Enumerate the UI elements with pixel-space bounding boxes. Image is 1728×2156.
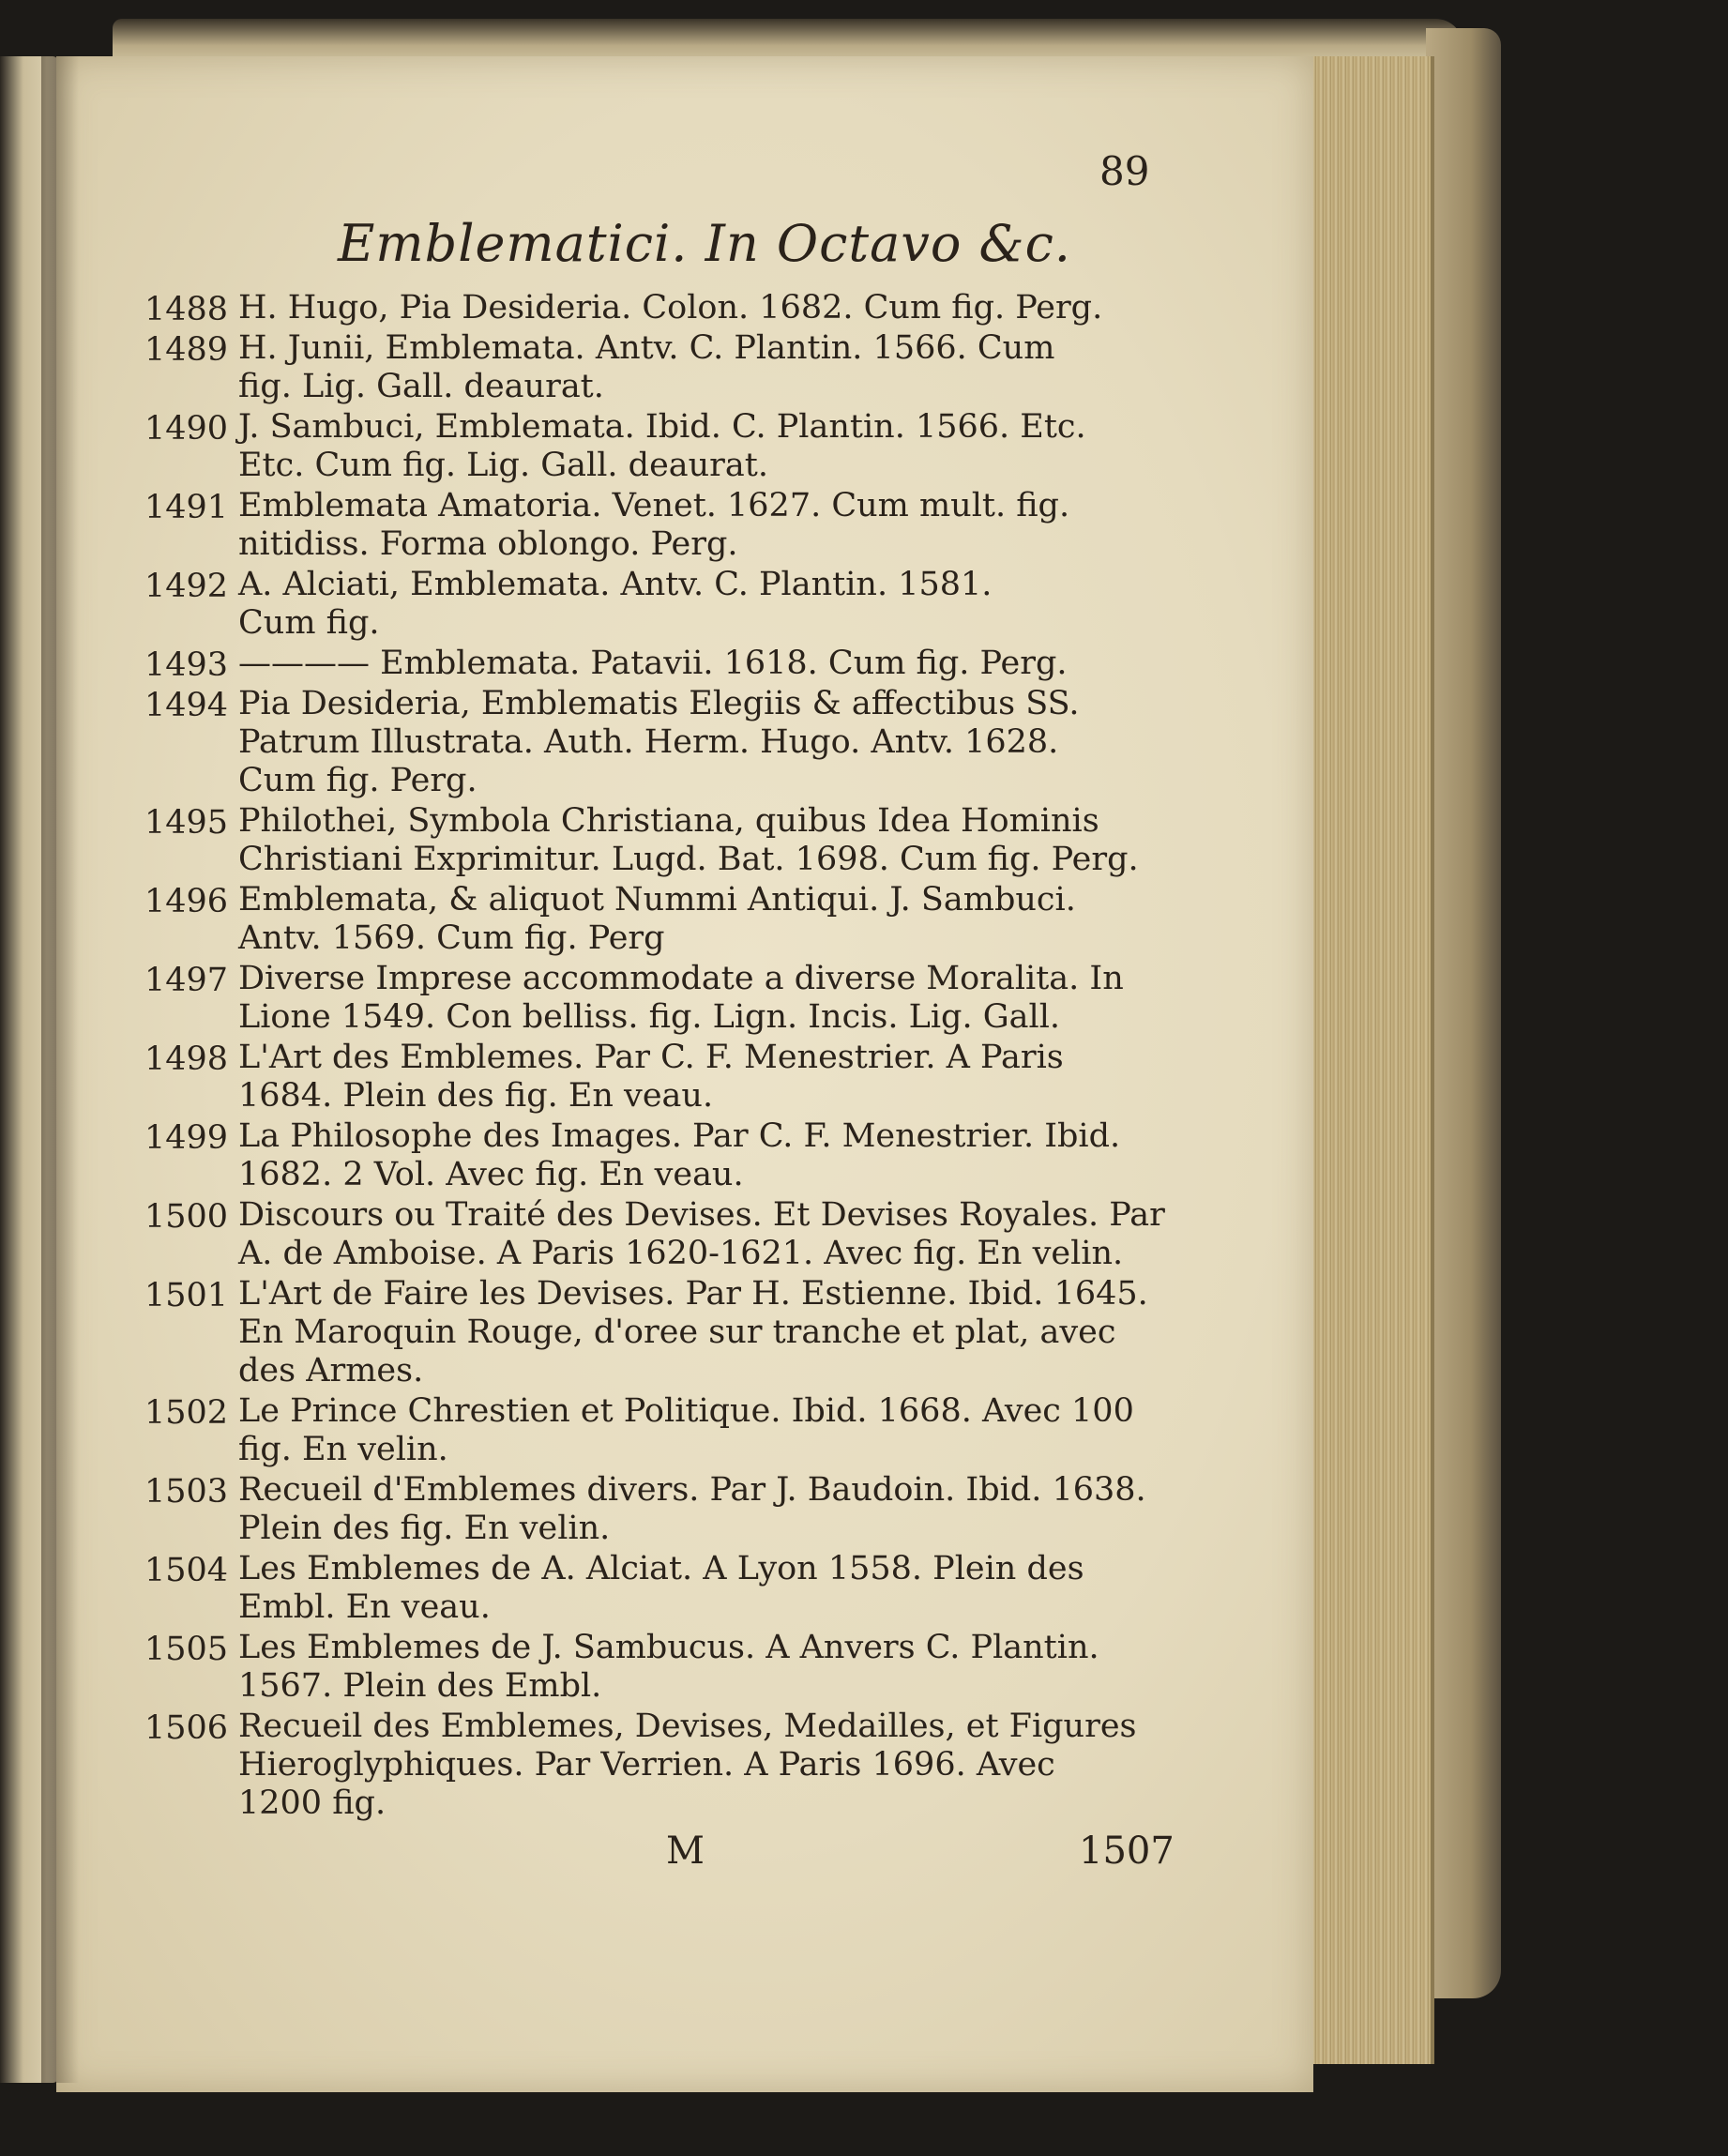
catalogue-entry <box>144 960 1158 1037</box>
entry-number: 1499 <box>144 1119 229 1157</box>
page-fore-edge <box>1309 56 1434 2064</box>
entry-text-line: A. Alciati, Emblemata. Antv. C. Plantin. 1581. <box>238 566 993 603</box>
catalogue-entry <box>144 1275 1158 1390</box>
entry-number: 1505 <box>144 1631 229 1668</box>
catalogue-entry <box>144 1117 1158 1194</box>
entry-text-line: Emblemata Amatoria. Venet. 1627. Cum mult. fig. <box>238 487 1070 524</box>
entry-text-line: Antv. 1569. Cum fig. Perg <box>238 919 665 957</box>
entry-text-line: Philothei, Symbola Christiana, quibus Idea Hominis <box>238 802 1099 840</box>
entry-text-line: fig. Lig. Gall. deaurat. <box>238 368 604 405</box>
catalogue-entry <box>144 289 1158 327</box>
entry-text-line: H. Junii, Emblemata. Antv. C. Plantin. 1566. Cum <box>238 329 1055 367</box>
entry-text-line: 1682. 2 Vol. Avec fig. En veau. <box>238 1156 744 1193</box>
entry-number: 1497 <box>144 962 229 999</box>
entry-number: 1501 <box>144 1277 229 1314</box>
entry-text-line: fig. En velin. <box>238 1431 448 1468</box>
catalogue-entry <box>144 1039 1158 1116</box>
entry-text-line: ———— Emblemata. Patavii. 1618. Cum fig. Perg. <box>238 645 1068 682</box>
entry-text-line: Emblemata, & aliquot Nummi Antiqui. J. Sambuci. <box>238 881 1076 919</box>
entry-number: 1494 <box>144 687 229 724</box>
entry-number: 1490 <box>144 410 229 448</box>
entry-number: 1498 <box>144 1040 229 1078</box>
catalogue-entry <box>144 1708 1158 1823</box>
entry-text-line: Cum fig. <box>238 604 380 642</box>
entry-text-line: 1567. Plein des Embl. <box>238 1667 602 1705</box>
catalogue-entry <box>144 881 1158 958</box>
entry-number: 1504 <box>144 1552 229 1589</box>
entry-number: 1495 <box>144 804 229 842</box>
entry-number: 1496 <box>144 883 229 920</box>
entry-text-line: Pia Desideria, Emblematis Elegiis & affectibus SS. <box>238 685 1080 722</box>
catalogue-entries <box>144 289 1165 1825</box>
entry-text-line: Christiani Exprimitur. Lugd. Bat. 1698. Cum fig. Perg. <box>238 841 1139 878</box>
entry-text-line: J. Sambuci, Emblemata. Ibid. C. Plantin. 1566. Etc. <box>238 408 1086 446</box>
entry-text-line: Patrum Illustrata. Auth. Herm. Hugo. Antv. 1628. <box>238 723 1059 761</box>
entry-text-line: Recueil des Emblemes, Devises, Medailles, et Figures <box>238 1708 1137 1745</box>
entry-text-line: H. Hugo, Pia Desideria. Colon. 1682. Cum fig. Perg. <box>238 289 1103 326</box>
catalogue-entry <box>144 329 1158 406</box>
gutter-shadow <box>41 56 79 2083</box>
catalogue-entry <box>144 1471 1158 1548</box>
entry-text-line: Le Prince Chrestien et Politique. Ibid. 1668. Avec 100 <box>238 1392 1134 1430</box>
entry-text-line: En Maroquin Rouge, d'oree sur tranche et plat, avec <box>238 1313 1116 1351</box>
entry-text-line: Plein des fig. En velin. <box>238 1510 611 1547</box>
entry-number: 1488 <box>144 291 229 328</box>
catalogue-entry <box>144 1550 1158 1627</box>
entry-text-line: Embl. En veau. <box>238 1588 491 1626</box>
catalogue-entry <box>144 645 1158 683</box>
entry-text-line: des Armes. <box>238 1352 424 1389</box>
entry-text-line: Recueil d'Emblemes divers. Par J. Baudoin. Ibid. 1638. <box>238 1471 1146 1509</box>
entry-text-line: nitidiss. Forma oblongo. Perg. <box>238 525 738 563</box>
entry-number: 1506 <box>144 1709 229 1747</box>
entry-text-line: La Philosophe des Images. Par C. F. Menestrier. Ibid. <box>238 1117 1121 1155</box>
entry-number: 1500 <box>144 1198 229 1236</box>
page-number: 89 <box>1099 148 1150 194</box>
entry-text-line: Cum fig. Perg. <box>238 762 477 799</box>
catalogue-entry <box>144 1196 1165 1273</box>
book-binding <box>1426 28 1501 1998</box>
catalogue-entry <box>144 408 1158 485</box>
entry-text-line: Diverse Imprese accommodate a diverse Moralita. In <box>238 960 1124 997</box>
entry-text-line: L'Art des Emblemes. Par C. F. Menestrier. A Paris <box>238 1039 1064 1076</box>
entry-text-line: 1200 fig. <box>238 1784 387 1822</box>
entry-number: 1503 <box>144 1473 229 1511</box>
entry-text-line: Les Emblemes de A. Alciat. A Lyon 1558. Plein des <box>238 1550 1084 1587</box>
entry-text-line: Hieroglyphiques. Par Verrien. A Paris 1696. Avec <box>238 1746 1055 1784</box>
catalogue-entry <box>144 1629 1158 1706</box>
catalogue-entry <box>144 487 1158 564</box>
catalogue-entry <box>144 802 1158 879</box>
signature-mark: M <box>666 1830 705 1873</box>
entry-text-line: A. de Amboise. A Paris 1620-1621. Avec fig. En velin. <box>238 1235 1124 1272</box>
entry-number: 1489 <box>144 331 229 369</box>
catalogue-entry <box>144 566 1158 643</box>
catalogue-entry <box>144 1392 1158 1469</box>
entry-text-line: Discours ou Traité des Devises. Et Devises Royales. Par <box>238 1196 1165 1234</box>
entry-text-line: Lione 1549. Con belliss. fig. Lign. Incis. Lig. Gall. <box>238 998 1061 1036</box>
running-head: Emblematici. In Octavo &c. <box>338 214 1071 273</box>
entry-text-line: L'Art de Faire les Devises. Par H. Estienne. Ibid. 1645. <box>238 1275 1148 1313</box>
catchword: 1507 <box>1079 1830 1175 1873</box>
entry-number: 1492 <box>144 568 229 605</box>
entry-number: 1493 <box>144 646 229 684</box>
entry-number: 1491 <box>144 489 229 526</box>
entry-text-line: Etc. Cum fig. Lig. Gall. deaurat. <box>238 447 768 484</box>
entry-text-line: Les Emblemes de J. Sambucus. A Anvers C. Plantin. <box>238 1629 1099 1666</box>
entry-number: 1502 <box>144 1394 229 1432</box>
entry-text-line: 1684. Plein des fig. En veau. <box>238 1077 714 1115</box>
catalogue-entry <box>144 685 1158 800</box>
